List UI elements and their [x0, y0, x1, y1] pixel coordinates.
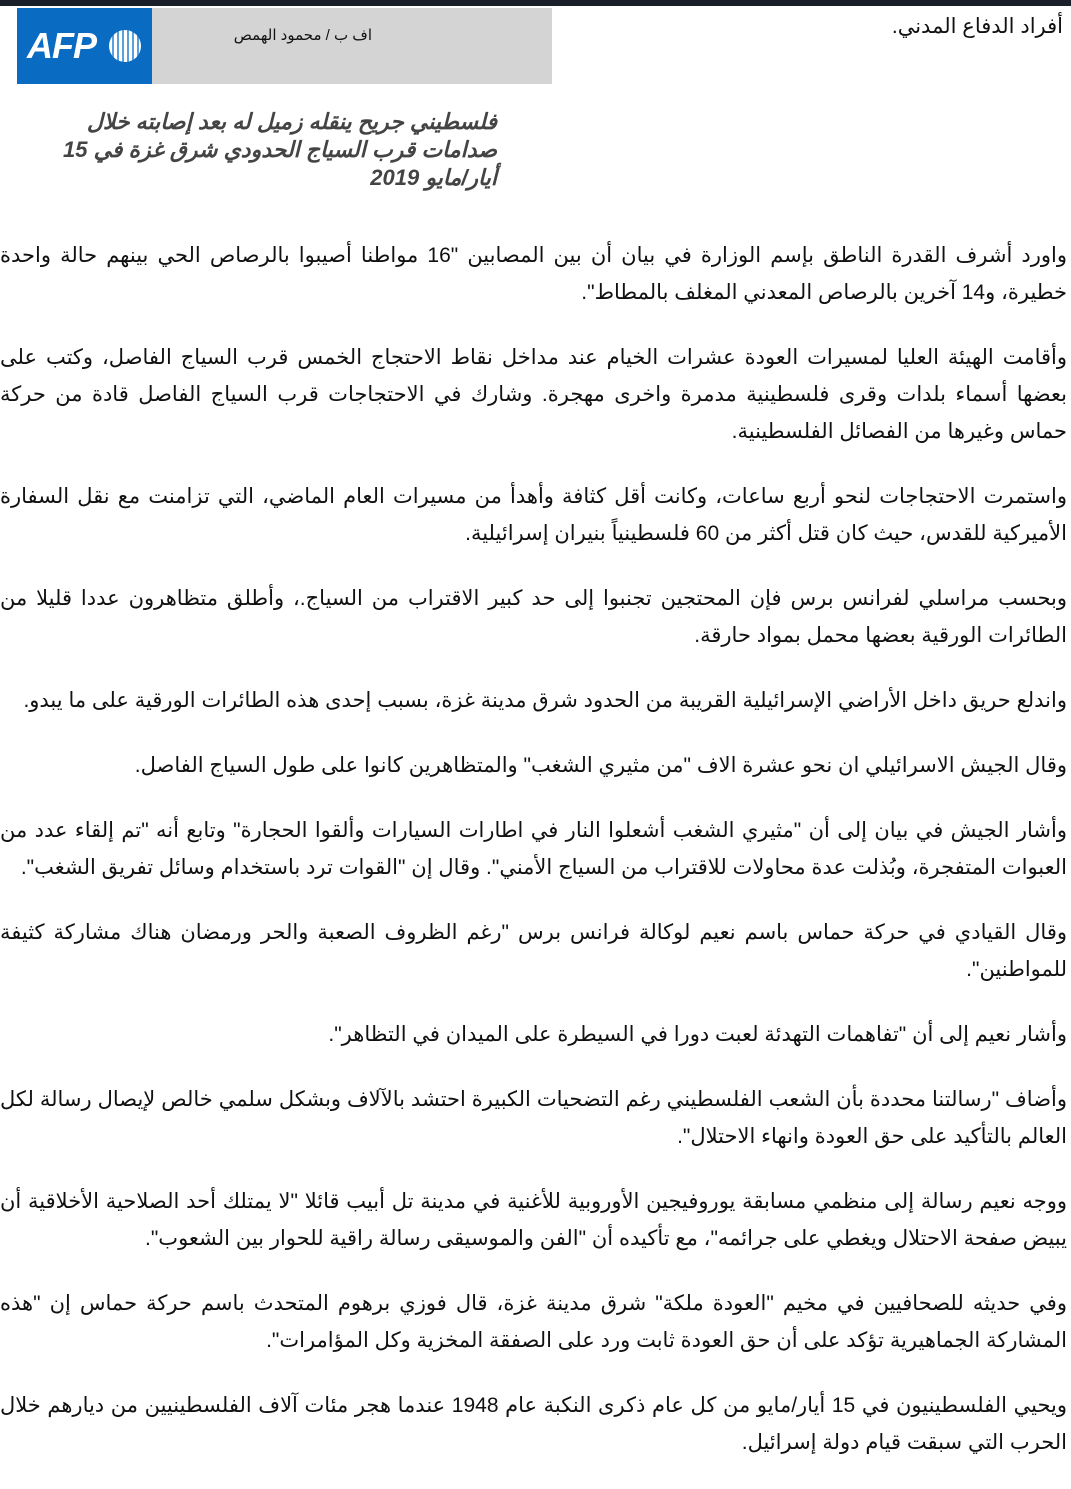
- paragraph: واستمرت الاحتجاجات لنحو أربع ساعات، وكانت أقل كثافة وأهدأ من مسيرات العام الماضي، التي تزامنت مع نقل السفارة الأميركية للقدس، حيث كان قتل أكثر من 60 فلسطينياً بنيران إسرائيلية.: [0, 485, 1068, 545]
- top-dark-strip: [0, 0, 1071, 6]
- photo-header: [17, 8, 552, 84]
- photo-caption: فلسطيني جريح ينقله زميل له بعد إصابته خلال صدامات قرب السياج الحدودي شرق غزة في 15 أيار/مايو 2019: [62, 109, 497, 190]
- paragraph: واورد أشرف القدرة الناطق بإسم الوزارة في بيان أن بين المصابين "16 مواطنا أصيبوا بالرصاص الحي بينهم حالة واحدة خطيرة، و14 آخرين بالرصاص المعدني المغلف بالمطاط".: [0, 244, 1068, 304]
- paragraph: وقال الجيش الاسرائيلي ان نحو عشرة الاف "من مثيري الشغب" والمتظاهرين كانوا على طول السياج الفاصل.: [134, 754, 1067, 777]
- paragraph: وأقامت الهيئة العليا لمسيرات العودة عشرات الخيام عند مداخل نقاط الاحتجاج الخمس قرب السياج الفاصل، وكتب على بعضها أسماء بلدات وقرى فلسطينية مدمرة واخرى مهجرة. وشارك في الاحتجاجات قرب السياج الفاصل قادة من حركة حماس وغيرها من الفصائل الفلسطينية.: [0, 346, 1067, 443]
- photo-credit: اف ب / محمود الهمص: [233, 27, 372, 44]
- afp-logo: AFP: [27, 25, 96, 66]
- paragraph: وأشار الجيش في بيان إلى أن "مثيري الشغب أشعلوا النار في اطارات السيارات وألقوا الحجارة" وتابع أنه "تم إلقاء عدد من العبوات المتفجرة، وبُذلت عدة محاولات للاقتراب من السياج الأمني". وقال إن "القوات ترد باستخدام وسائل تفريق الشغب".: [0, 819, 1067, 879]
- article-body: [0, 237, 1067, 1489]
- paragraph: وبحسب مراسلي لفرانس برس فإن المحتجين تجنبوا إلى حد كبير الاقتراب من السياج.، وأطلق متظاهرون عددا قليلا من الطائرات الورقية بعضها محمل بمواد حارقة.: [0, 587, 1067, 647]
- afp-logo-box: [17, 8, 152, 84]
- paragraph: ويحيي الفلسطينيون في 15 أيار/مايو من كل عام ذكرى النكبة عام 1948 عندما هجر مئات آلاف الفلسطينيين من ديارهم خلال الحرب التي سبقت قيام دولة إسرائيل.: [0, 1394, 1067, 1454]
- paragraph: وأشار نعيم إلى أن "تفاهمات التهدئة لعبت دورا في السيطرة على الميدان في التظاهر".: [328, 1023, 1067, 1046]
- paragraph: وقال القيادي في حركة حماس باسم نعيم لوكالة فرانس برس "رغم الظروف الصعبة والحر ورمضان هناك مشاركة كثيفة للمواطنين".: [0, 921, 1067, 981]
- paragraph: ووجه نعيم رسالة إلى منظمي مسابقة يوروفيجين الأوروبية للأغنية في مدينة تل أبيب قائلا "لا يمتلك أحد الصلاحية الأخلاقية أن يبيض صفحة الاحتلال ويغطي على جرائمه"، مع تأكيده أن "الفن والموسيقى رسالة راقية للحوار بين الشعوب".: [0, 1190, 1067, 1250]
- lead-line: أفراد الدفاع المدني.: [891, 15, 1063, 38]
- paragraph: وفي حديثه للصحافيين في مخيم "العودة ملكة" شرق مدينة غزة، قال فوزي برهوم المتحدث باسم حركة حماس إن "هذه المشاركة الجماهيرية تؤكد على أن حق العودة ثابت ورد على الصفقة المخزية وكل المؤامرات".: [0, 1292, 1067, 1352]
- afp-globe-icon: [109, 30, 141, 62]
- paragraph: وأضاف "رسالتنا محددة بأن الشعب الفلسطيني رغم التضحيات الكبيرة احتشد بالآلاف وبشكل سلمي خالص لإيصال رسالة لكل العالم بالتأكيد على حق العودة وانهاء الاحتلال".: [0, 1088, 1067, 1148]
- paragraph: واندلع حريق داخل الأراضي الإسرائيلية القريبة من الحدود شرق مدينة غزة، بسبب إحدى هذه الطائرات الورقية على ما يبدو.: [23, 689, 1067, 712]
